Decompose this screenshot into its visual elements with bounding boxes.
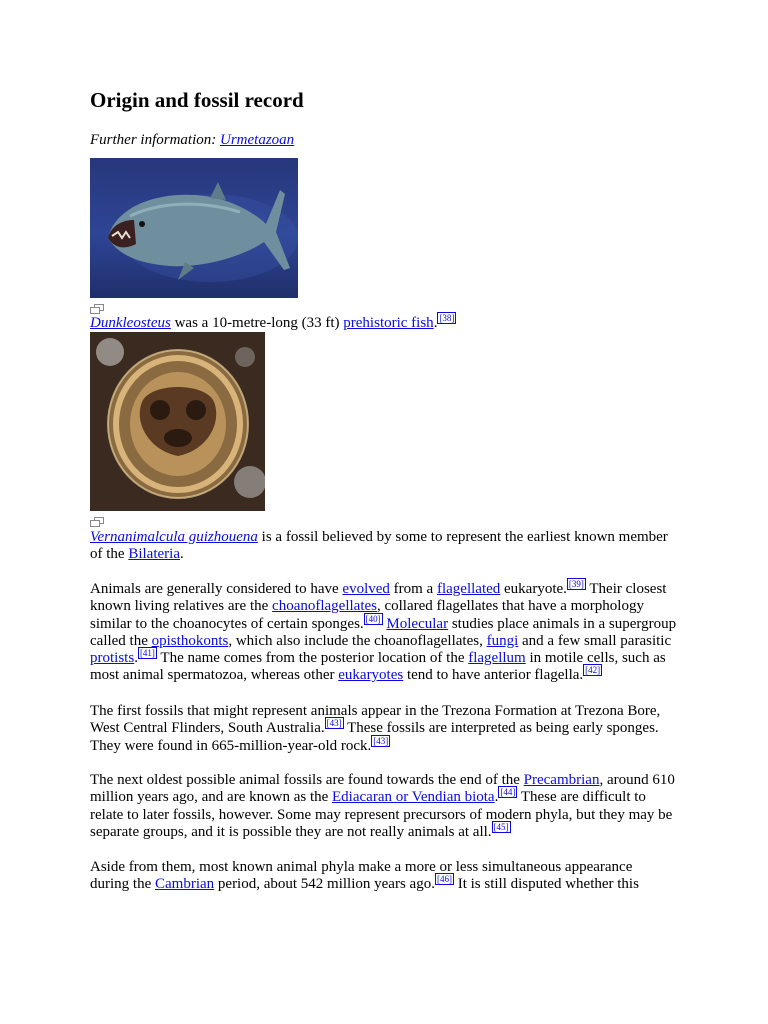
dunkleosteus-image[interactable]	[90, 158, 298, 298]
ref-link[interactable]: [45]	[493, 821, 509, 832]
flagellum-link[interactable]: flagellum	[468, 650, 526, 667]
flagellated-link[interactable]: flagellated	[436, 581, 501, 597]
ref-link[interactable]: [44]	[500, 787, 516, 798]
ref-link[interactable]: [38]	[439, 313, 455, 323]
vernanimalcula-link[interactable]: Vernanimalcula guizhouena	[90, 529, 258, 545]
fish-illustration-icon	[90, 158, 298, 298]
ref-link[interactable]: [42]	[585, 665, 601, 676]
further-information: Further information: Urmetazoan	[90, 132, 295, 148]
ref-link[interactable]: [43]	[326, 718, 342, 729]
molecular-link[interactable]: Molecular	[386, 615, 449, 632]
vernanimalcula-image[interactable]	[90, 332, 265, 511]
figure1-caption: Dunkleosteus was a 10-metre-long (33 ft) prehistoric fish. [38]	[90, 313, 455, 331]
figure2-caption-line2: of the Bilateria.	[90, 546, 184, 562]
urmetazoan-link[interactable]: Urmetazoan	[220, 132, 295, 148]
precambrian-link[interactable]: Precambrian	[523, 772, 600, 788]
bilateria-link[interactable]: Bilateria	[128, 546, 180, 562]
paragraph-evolution: Animals are generally considered to have evolved from a flagellated eukaryote. [39] Their closest known living relatives are the choanoflagellates, collared flagellates that have a morphology similar to the choanocytes of certain sponges. [40] Molecular studies place animals in a supergroup called the opisthokonts, which also include the choanoflagellates, fungi and a few small parasitic protists. [41] The name comes from the posterior location of the flagellum in motile cells, such as most animal spermatozoa, whereas other eukaryotes tend to have anterior flagella. [42]	[90, 579, 677, 684]
opisthokonts-link[interactable]: opisthokonts	[151, 632, 229, 649]
ref-link[interactable]: [43]	[373, 735, 389, 746]
section-heading: Origin and fossil record	[90, 88, 304, 112]
figure2-caption: Vernanimalcula guizhouena is a fossil believed by some to represent the earliest known member	[90, 529, 668, 545]
cambrian-link[interactable]: Cambrian	[155, 876, 215, 893]
prehistoric-fish-link[interactable]: prehistoric fish	[343, 315, 434, 331]
ref-link[interactable]: [46]	[436, 874, 452, 885]
choanoflagellates-link[interactable]: choanoflagellates	[272, 598, 377, 615]
ref-link[interactable]: [39]	[568, 579, 584, 589]
dunkleosteus-link[interactable]: Dunkleosteus	[90, 315, 171, 331]
fossil-micrograph-icon	[90, 332, 265, 511]
ref-link[interactable]: [41]	[139, 648, 155, 659]
magnify-icon[interactable]	[90, 517, 104, 527]
evolved-link[interactable]: evolved	[342, 581, 390, 597]
eukaryotes-link[interactable]: eukaryotes	[338, 667, 404, 684]
fungi-link[interactable]: fungi	[486, 632, 519, 649]
ediacaran-link[interactable]: Ediacaran or Vendian biota	[332, 789, 495, 806]
paragraph-ediacaran: The next oldest possible animal fossils are found towards the end of the Precambrian, around 610 million years ago, and are known as the Ediacaran or Vendian biota. [44] These are difficult to relate to later fossils, however. Some may represent precursors of modern phyla, but they may be separate groups, and it is possible they are not really animals at all. [45]	[90, 772, 675, 840]
protists-link[interactable]: protists	[90, 650, 135, 667]
magnify-icon[interactable]	[90, 304, 104, 314]
ref-link[interactable]: [40]	[365, 613, 381, 624]
paragraph-cambrian: Aside from them, most known animal phyla make a more or less simultaneous appearance during the Cambrian period, about 542 million years ago. [46] It is still disputed whether this	[90, 859, 639, 893]
paragraph-trezona: The first fossils that might represent animals appear in the Trezona Formation at Trezona Bore, West Central Flinders, South Australia. [43] These fossils are interpreted as being early sponges. They were found in 665-million-year-old rock. [43]	[90, 703, 661, 754]
